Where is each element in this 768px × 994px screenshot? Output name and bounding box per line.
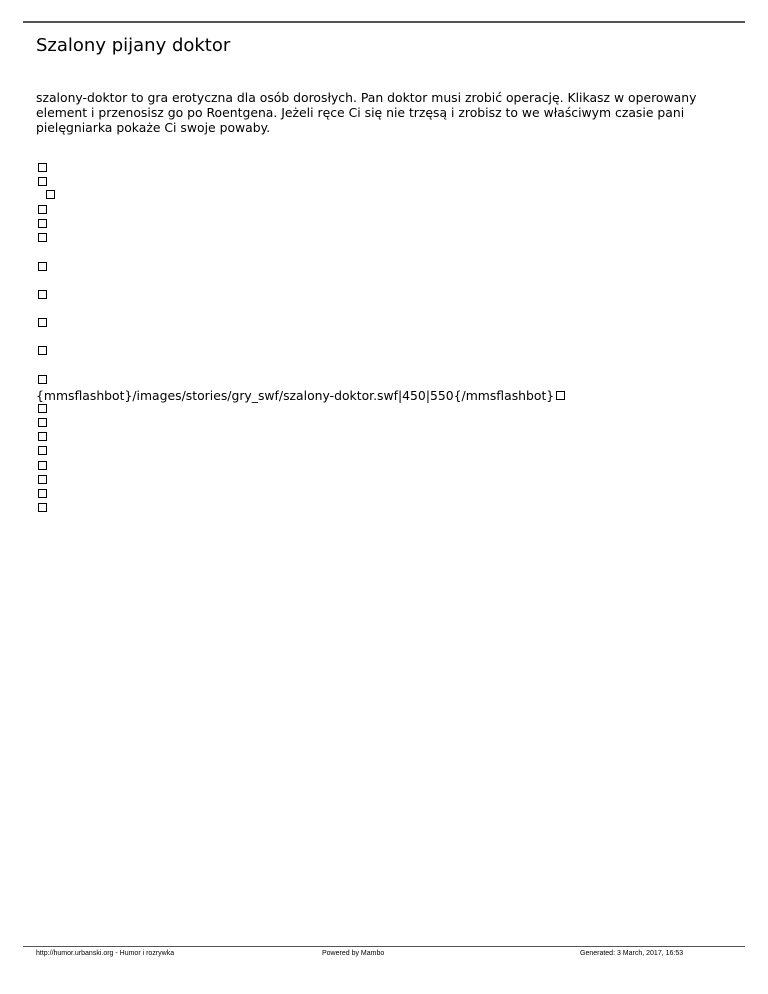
article-intro: szalony-doktor to gra erotyczna dla osób dorosłych. Pan doktor musi zrobić operację. Klikasz w operowany element i przenosisz go po Roentgena. Jeżeli ręce Ci się nie trzęsą i zrobisz to we właściwym czasie pani pielęgniarka pokaże Ci swoje powaby. <box>36 90 697 135</box>
missing-glyph-box <box>38 290 47 299</box>
missing-glyph-box <box>38 233 47 242</box>
missing-glyph-box <box>38 503 47 512</box>
missing-glyph-box <box>38 219 47 228</box>
flash-embed-code: {mmsflashbot}/images/stories/gry_swf/szalony-doktor.swf|450|550{/mmsflashbot} <box>36 388 555 403</box>
footer-powered-by: Powered by Mambo <box>322 950 385 957</box>
flash-embed-line <box>36 388 565 403</box>
footer-site-link[interactable]: http://humor.urbanski.org - Humor i rozrywka <box>36 950 175 957</box>
missing-glyph-box <box>38 489 47 498</box>
footer-generated-date: Generated: 3 March, 2017, 16:53 <box>580 950 684 957</box>
missing-glyph-box <box>38 375 47 384</box>
footer-rule <box>23 946 745 947</box>
missing-glyph-box <box>38 432 47 441</box>
missing-glyph-box <box>38 318 47 327</box>
page-title: Szalony pijany doktor <box>36 35 231 56</box>
missing-glyph-box <box>38 205 47 214</box>
missing-glyph-box <box>38 163 47 172</box>
missing-glyph-box <box>46 190 55 199</box>
missing-glyph-box <box>38 418 47 427</box>
missing-glyph-box <box>38 262 47 271</box>
missing-glyph-box <box>38 475 47 484</box>
header-rule <box>23 21 745 23</box>
missing-glyph-box <box>38 177 47 186</box>
missing-glyph-box <box>38 446 47 455</box>
missing-glyph-box <box>556 391 565 400</box>
missing-glyph-box <box>38 404 47 413</box>
missing-glyph-box <box>38 461 47 470</box>
missing-glyph-box <box>38 346 47 355</box>
